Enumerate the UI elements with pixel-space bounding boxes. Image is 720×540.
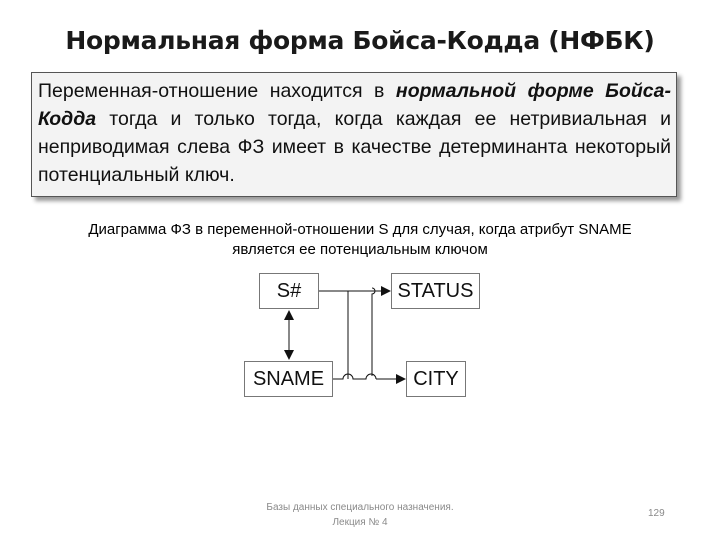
node-city: CITY — [406, 361, 466, 397]
slide-title: Нормальная форма Бойса-Кодда (НФБК) — [65, 26, 655, 55]
arrow-sname-status — [333, 374, 376, 379]
caption-line-2: является ее потенциальным ключом — [232, 241, 488, 258]
definition-text-part2: тогда и только тогда, когда каждая ее нетривиальная и неприводимая слева ФЗ имеет в качестве детерминанта некоторый потенциальный ключ. — [38, 108, 671, 186]
page-number: 129 — [648, 508, 665, 519]
slide-footer — [240, 500, 480, 530]
caption-line-1: Диаграмма ФЗ в переменной-отношении S для случая, когда атрибут SNAME — [88, 221, 632, 238]
footer-line-1: Базы данных специального назначения. — [266, 502, 454, 513]
footer-line-2: Лекция № 4 — [332, 517, 388, 528]
definition-text-part1: Переменная-отношение находится в — [38, 80, 396, 102]
node-sname: SNAME — [244, 361, 333, 397]
node-s-number: S# — [259, 273, 319, 309]
definition-emphasis: нормальной форме Бойса-Кодда — [38, 80, 671, 130]
node-status: STATUS — [391, 273, 480, 309]
arrow-sname-status-vertical — [372, 288, 375, 376]
